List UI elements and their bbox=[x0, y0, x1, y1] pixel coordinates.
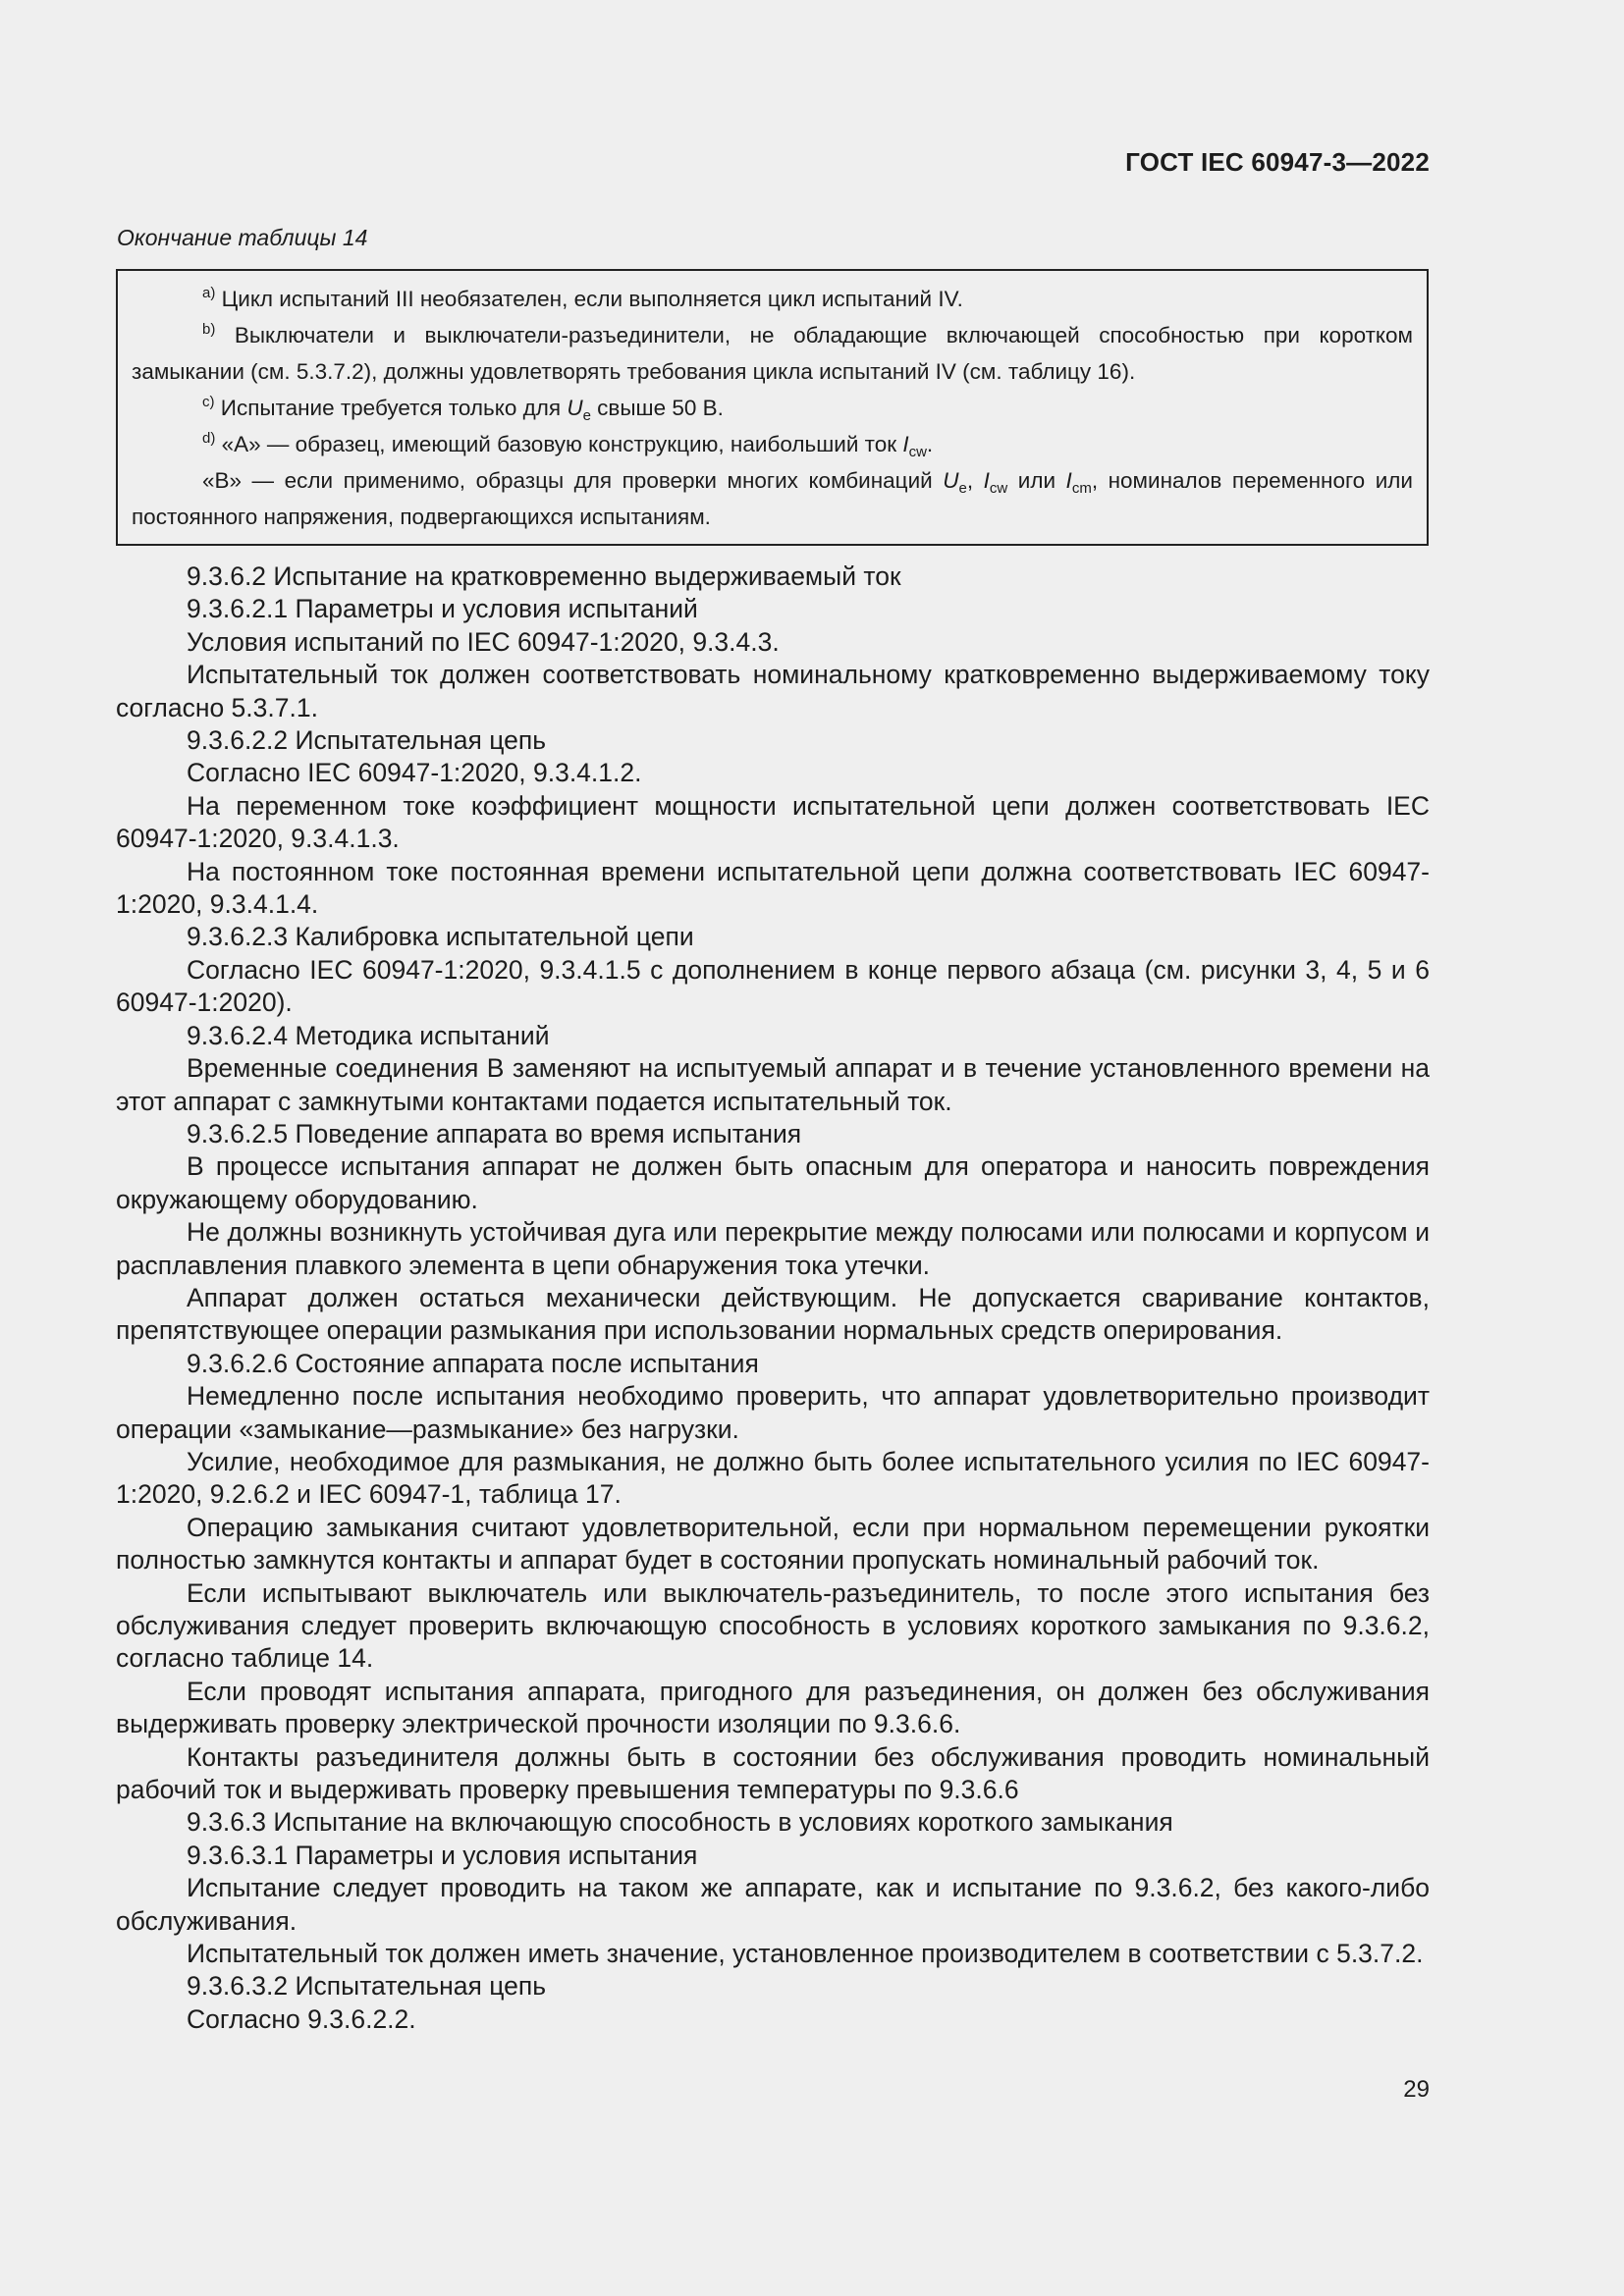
footnote-text: «В» — если применимо, образцы для проверки многих комбинаций bbox=[202, 468, 944, 493]
table-footnotes-box bbox=[116, 269, 1429, 546]
symbol-sub: e bbox=[582, 407, 591, 424]
body-paragraph: Согласно 9.3.6.2.2. bbox=[187, 2003, 416, 2034]
body-paragraph: Операцию замыкания считают удовлетворительной, если при нормальном перемещении рукоятки полностью замкнутся контакты и аппарат будет в состоянии пропускать номинальный рабочий ток. bbox=[116, 1512, 1430, 1575]
section-heading: 9.3.6.2.1 Параметры и условия испытаний bbox=[187, 594, 698, 624]
section-heading: 9.3.6.2.6 Состояние аппарата после испытания bbox=[187, 1348, 759, 1378]
footnote-text: Испытание требуется только для bbox=[220, 396, 568, 420]
footnote-text: свыше 50 В. bbox=[590, 396, 724, 420]
footnote-marker: c) bbox=[202, 394, 215, 410]
symbol-sub: e bbox=[958, 480, 967, 497]
body-paragraph: Контакты разъединителя должны быть в состоянии без обслуживания проводить номинальный рабочий ток и выдерживать проверку превышения температуры по 9.3.6.6 bbox=[116, 1741, 1430, 1805]
body-paragraph: На постоянном токе постоянная времени испытательной цепи должна соответствовать IEC 60947-1:2020, 9.3.4.1.4. bbox=[116, 856, 1430, 920]
symbol-var: I bbox=[983, 468, 990, 493]
symbol-sub: cw bbox=[908, 444, 927, 460]
footnote-d-continued bbox=[132, 462, 1413, 535]
footnote-b bbox=[132, 317, 1413, 390]
document-header: ГОСТ IEC 60947-3—2022 bbox=[1125, 147, 1430, 177]
section-body bbox=[116, 561, 1430, 2036]
symbol-var: I bbox=[1065, 468, 1072, 493]
symbol-var: U bbox=[943, 468, 959, 493]
body-paragraph: Временные соединения В заменяют на испытуемый аппарат и в течение установленного времени на этот аппарат с замкнутыми контактами подается испытательный ток. bbox=[116, 1053, 1430, 1116]
footnote-marker: b) bbox=[202, 321, 216, 338]
footnote-text: , номиналов переменного или постоянного напряжения, подвергающихся испытаниям. bbox=[132, 468, 1413, 529]
body-paragraph: Согласно IEC 60947-1:2020, 9.3.4.1.5 с дополнением в конце первого абзаца (см. рисунки 3, 4, 5 и 6 60947-1:2020). bbox=[116, 954, 1430, 1018]
body-paragraph: Согласно IEC 60947-1:2020, 9.3.4.1.2. bbox=[187, 758, 642, 788]
body-paragraph: Не должны возникнуть устойчивая дуга или перекрытие между полюсами или полюсами и корпусом и расплавления плавкого элемента в цепи обнаружения тока утечки. bbox=[116, 1217, 1430, 1280]
section-heading: 9.3.6.3 Испытание на включающую способность в условиях короткого замыкания bbox=[187, 1807, 1173, 1838]
footnote-text: «А» — образец, имеющий базовую конструкцию, наибольший ток bbox=[221, 432, 903, 456]
symbol-var: I bbox=[902, 432, 909, 456]
body-paragraph: Аппарат должен остаться механически действующим. Не допускается сваривание контактов, препятствующее операции размыкания при использовании нормальных средств оперирования. bbox=[116, 1282, 1430, 1346]
section-heading: 9.3.6.2.5 Поведение аппарата во время испытания bbox=[187, 1118, 802, 1148]
footnote-text: , bbox=[966, 468, 984, 493]
symbol-var: U bbox=[567, 396, 583, 420]
footnote-text: Выключатели и выключатели-разъединители, не обладающие включающей способностью при коротком замыкании (см. 5.3.7.2), должны удовлетворять требования цикла испытаний IV (см. таблицу 16). bbox=[132, 323, 1413, 384]
footnote-a bbox=[132, 281, 1413, 317]
symbol-sub: cw bbox=[989, 480, 1008, 497]
section-heading: 9.3.6.2.3 Калибровка испытательной цепи bbox=[187, 922, 694, 952]
symbol-sub: cm bbox=[1071, 480, 1092, 497]
body-paragraph: Испытательный ток должен соответствовать номинальному кратковременно выдерживаемому току согласно 5.3.7.1. bbox=[116, 660, 1430, 722]
section-heading: 9.3.6.2.2 Испытательная цепь bbox=[187, 725, 547, 756]
footnote-text: Цикл испытаний III необязателен, если выполняется цикл испытаний IV. bbox=[221, 287, 963, 311]
body-paragraph: Усилие, необходимое для размыкания, не должно быть более испытательного усилия по IEC 60947-1:2020, 9.2.6.2 и IEC 60947-1, таблица 17. bbox=[116, 1446, 1430, 1510]
footnote-text: . bbox=[926, 432, 934, 456]
body-paragraph: В процессе испытания аппарат не должен быть опасным для оператора и наносить повреждения окружающему оборудованию. bbox=[116, 1151, 1430, 1214]
section-heading: 9.3.6.2.4 Методика испытаний bbox=[187, 1020, 550, 1050]
page-number: 29 bbox=[1403, 2076, 1430, 2103]
body-paragraph: Если испытывают выключатель или выключатель-разъединитель, то после этого испытания без обслуживания следует проверить включающую способность в условиях короткого замыкания по 9.3.6.2, согласно таблице 14. bbox=[116, 1577, 1430, 1674]
footnote-d bbox=[132, 426, 1413, 462]
body-paragraph: Немедленно после испытания необходимо проверить, что аппарат удовлетворительно производит операции «замыкание—размыкание» без нагрузки. bbox=[116, 1381, 1430, 1444]
body-paragraph: Испытание следует проводить на таком же аппарате, как и испытание по 9.3.6.2, без какого-либо обслуживания. bbox=[116, 1873, 1430, 1936]
body-paragraph: Испытательный ток должен иметь значение, установленное производителем в соответствии с 5.3.7.2. bbox=[187, 1939, 1424, 1969]
section-heading: 9.3.6.2 Испытание на кратковременно выдерживаемый ток bbox=[187, 561, 901, 591]
section-heading: 9.3.6.3.1 Параметры и условия испытания bbox=[187, 1840, 698, 1870]
footnote-c bbox=[132, 390, 1413, 426]
body-paragraph: Если проводят испытания аппарата, пригодного для разъединения, он должен без обслуживания выдерживать проверку электрической прочности изоляции по 9.3.6.6. bbox=[116, 1676, 1430, 1739]
footnote-marker: d) bbox=[202, 430, 216, 447]
footnote-marker: a) bbox=[202, 285, 216, 301]
body-paragraph: На переменном токе коэффициент мощности испытательной цепи должен соответствовать IEC 60947-1:2020, 9.3.4.1.3. bbox=[116, 790, 1430, 854]
section-heading: 9.3.6.3.2 Испытательная цепь bbox=[187, 1971, 547, 2002]
footnote-text: или bbox=[1007, 468, 1066, 493]
table-caption: Окончание таблицы 14 bbox=[117, 225, 368, 250]
body-paragraph: Условия испытаний по IEC 60947-1:2020, 9.3.4.3. bbox=[187, 626, 780, 657]
